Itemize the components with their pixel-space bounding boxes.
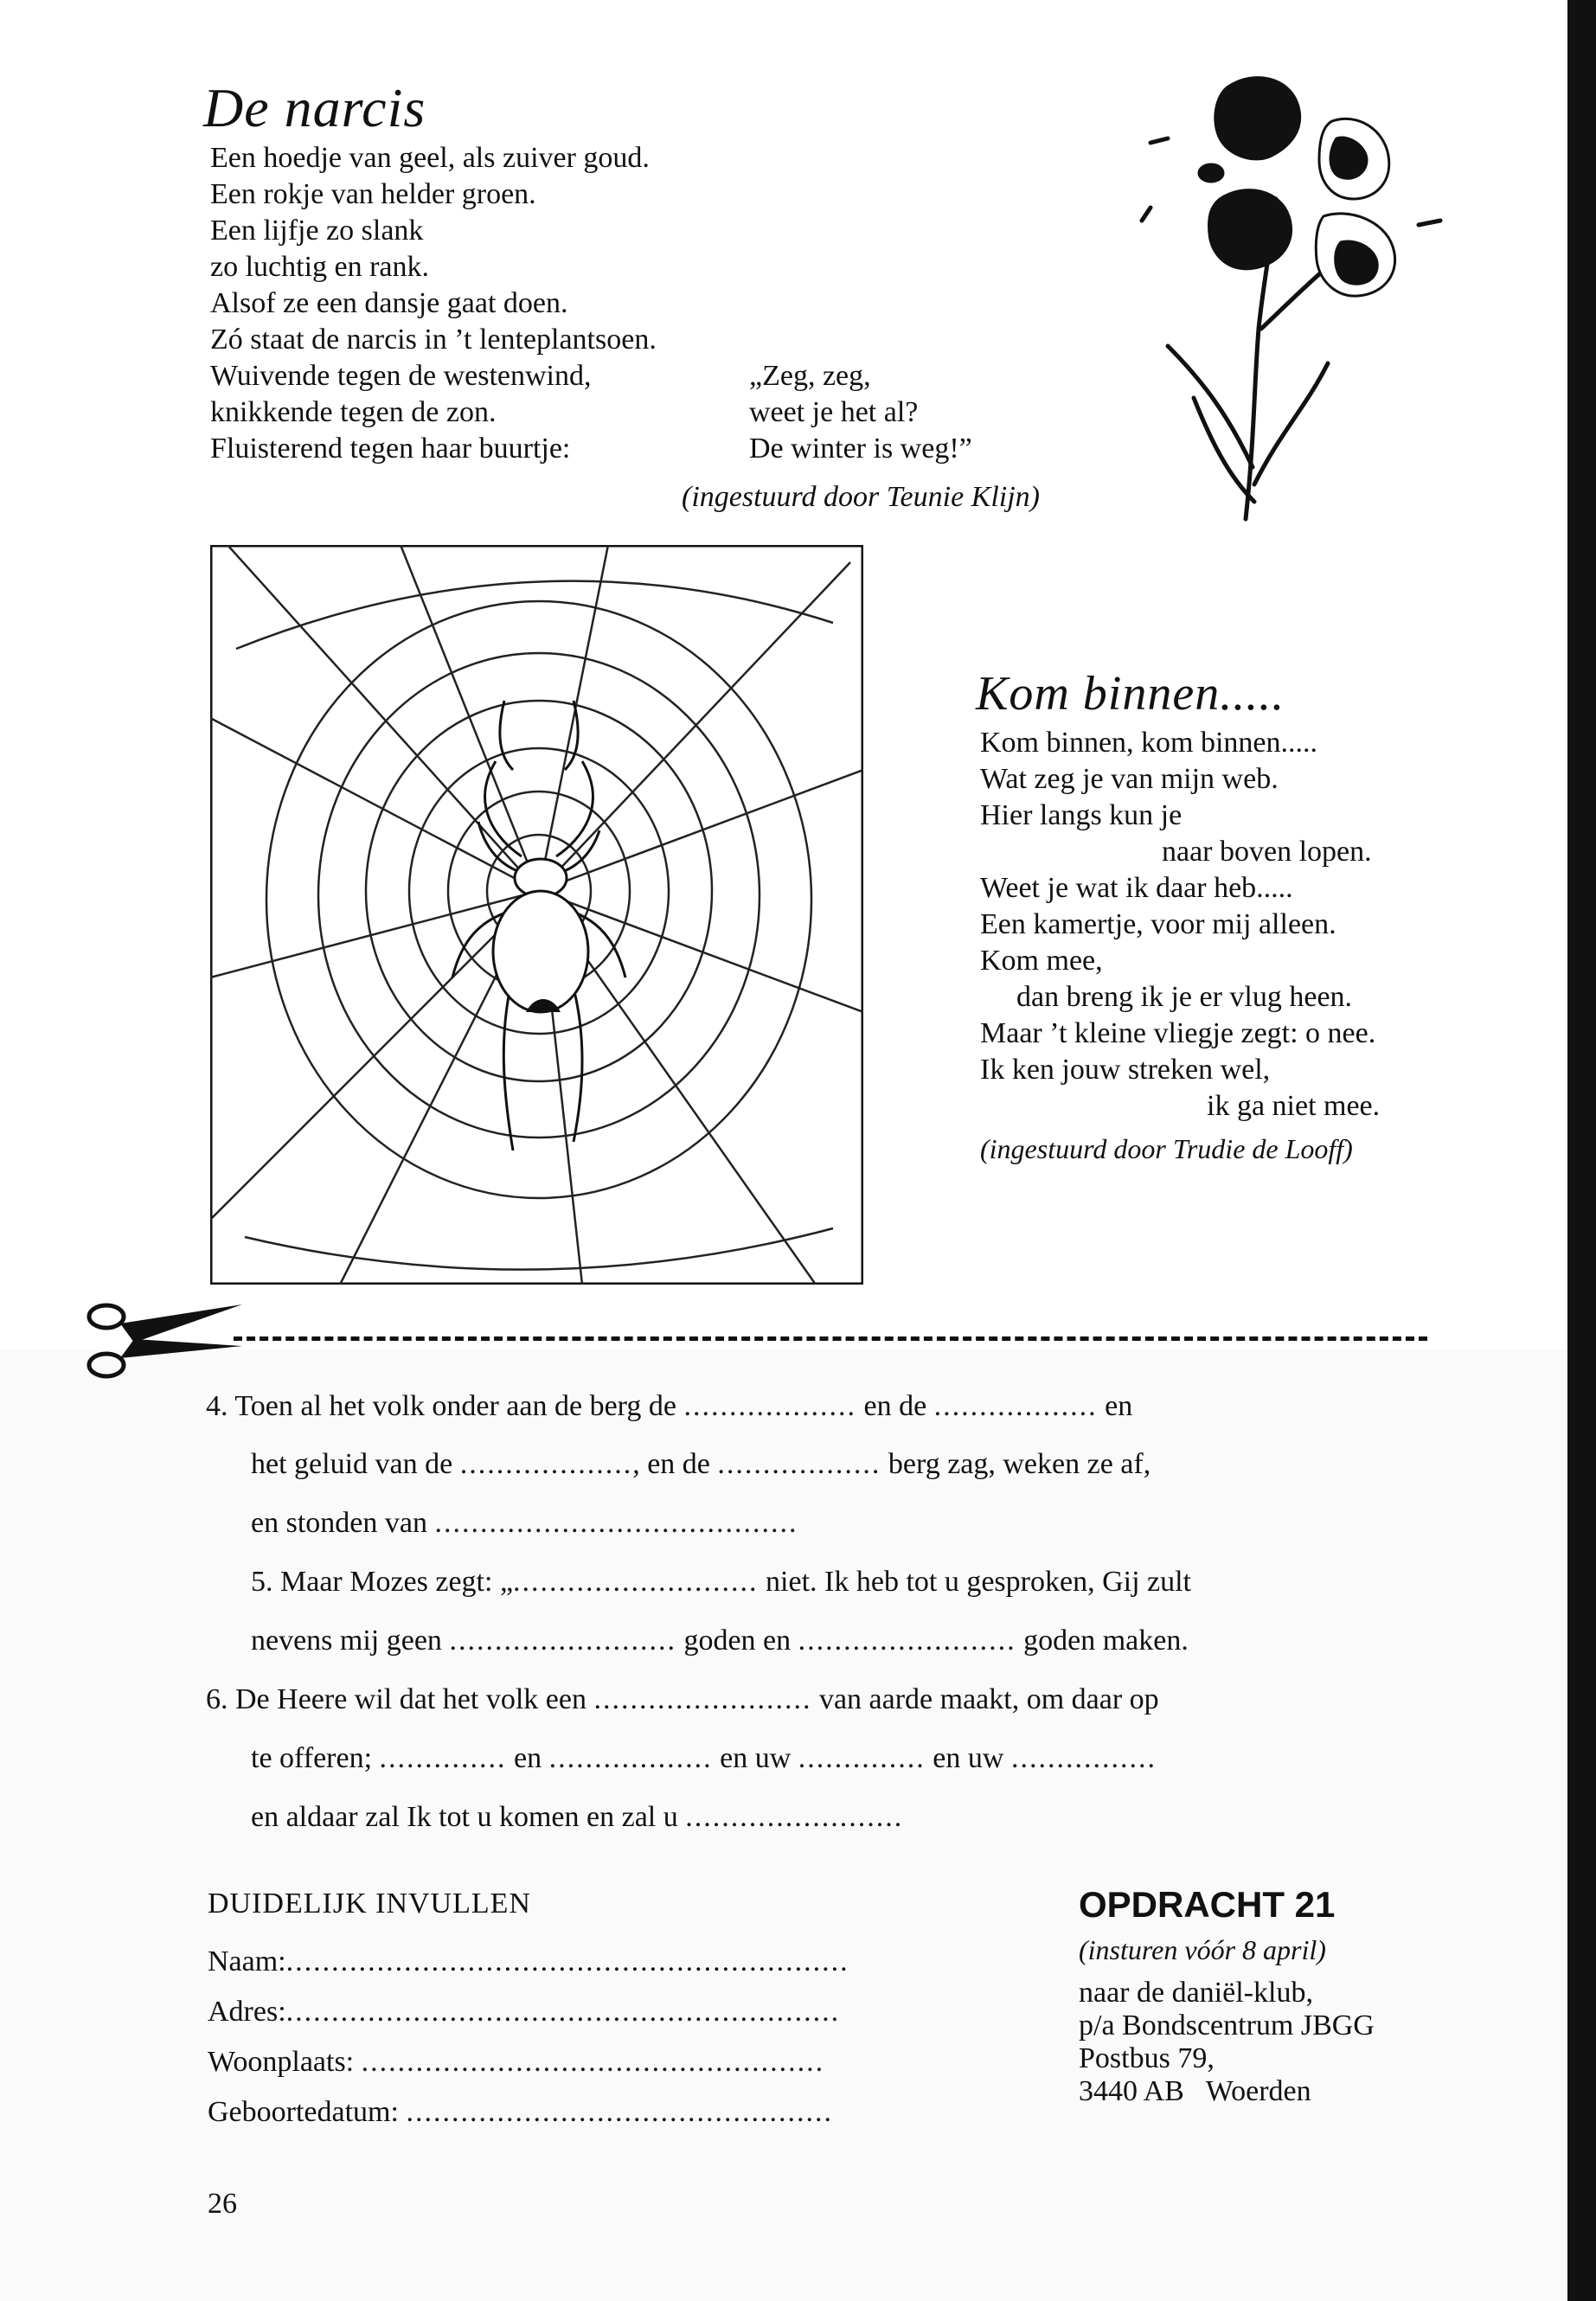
poem1-line: Alsof ze een dansje gaat doen. bbox=[210, 287, 568, 319]
assignment-deadline: (insturen vóór 8 april) bbox=[1079, 1934, 1326, 1965]
poem1-line: Een lijfje zo slank bbox=[210, 215, 424, 247]
blank[interactable]: .................. bbox=[717, 1448, 881, 1480]
address-line: Postbus 79, bbox=[1079, 2042, 1215, 2074]
blank[interactable]: .................. bbox=[548, 1742, 713, 1774]
name-input[interactable]: .............................................................. bbox=[285, 1945, 849, 1977]
blank[interactable]: ........................................ bbox=[434, 1507, 798, 1539]
question-6-line-1: 6. De Heere wil dat het volk een ........................ van aarde maakt, om daar op bbox=[206, 1683, 1159, 1715]
blank[interactable]: .............. bbox=[379, 1742, 507, 1774]
poem2-line: Maar ’t kleine vliegje zegt: o nee. bbox=[980, 1017, 1376, 1049]
poem2-line: Ik ken jouw streken wel, bbox=[980, 1054, 1271, 1086]
poem1-body bbox=[210, 140, 657, 467]
page-edge-shadow bbox=[1567, 0, 1596, 2301]
poem1-quote-line: De winter is weg!” bbox=[749, 433, 972, 465]
question-4-line-1: 4. Toen al het volk onder aan de berg de ................... en de .................. en bbox=[206, 1390, 1133, 1422]
question-number: 6. bbox=[206, 1683, 228, 1715]
address-label: Adres: bbox=[208, 1996, 286, 2028]
city-input[interactable]: ................................................... bbox=[361, 2046, 825, 2078]
blank[interactable]: ................ bbox=[1010, 1742, 1157, 1774]
question-6-line-3: en aldaar zal Ik tot u komen en zal u ........................ bbox=[251, 1801, 904, 1833]
city-label: Woonplaats: bbox=[208, 2046, 355, 2078]
blank[interactable]: ........................ bbox=[593, 1683, 812, 1715]
poem2-line: dan breng ik je er vlug heen. bbox=[1016, 981, 1353, 1013]
poem1-line: Fluisterend tegen haar buurtje: bbox=[210, 433, 571, 465]
birthdate-input[interactable]: ............................................... bbox=[406, 2096, 833, 2128]
poem1-quote-line: weet je het al? bbox=[749, 396, 919, 428]
spider-web-drawing bbox=[210, 545, 863, 1285]
address-line: p/a Bondscentrum JBGG bbox=[1079, 2009, 1375, 2041]
address-line: naar de daniël-klub, bbox=[1079, 1977, 1313, 2009]
poem2-credit: (ingestuurd door Trudie de Looff) bbox=[980, 1133, 1353, 1164]
cut-line bbox=[234, 1336, 1427, 1341]
question-number: 4. bbox=[206, 1390, 228, 1422]
scissors-icon bbox=[82, 1298, 247, 1384]
poem1-line: knikkende tegen de zon. bbox=[210, 396, 497, 428]
question-4-line-2: het geluid van de ..................., en de .................. berg zag, weken ze af, bbox=[251, 1448, 1151, 1480]
blank[interactable]: ........................ bbox=[798, 1625, 1016, 1657]
poem1-title: De narcis bbox=[203, 77, 426, 138]
city-field bbox=[208, 2044, 824, 2080]
blank[interactable]: ................... bbox=[683, 1390, 856, 1422]
poem1-line: zo luchtig en rank. bbox=[210, 251, 430, 283]
poem2-line: ik ga niet mee. bbox=[1207, 1090, 1381, 1122]
poem2-line: Wat zeg je van mijn web. bbox=[980, 763, 1279, 795]
blank[interactable]: ........................ bbox=[685, 1801, 904, 1833]
address-input[interactable]: ............................................................. bbox=[285, 1996, 841, 2028]
page-number: 26 bbox=[208, 2188, 237, 2220]
question-6-line-2: te offeren; .............. en .................. en uw .............. en uw ................ bbox=[251, 1742, 1157, 1774]
address-line: 3440 AB Woerden bbox=[1079, 2075, 1311, 2107]
birthdate-label: Geboortedatum: bbox=[208, 2096, 399, 2128]
question-5-line-2: nevens mij geen ......................... goden en ........................ goden maken. bbox=[251, 1625, 1189, 1657]
poem1-line: Zó staat de narcis in ’t lenteplantsoen. bbox=[210, 324, 657, 356]
assignment-title: OPDRACHT 21 bbox=[1079, 1884, 1336, 1925]
poem2-line: Kom mee, bbox=[980, 945, 1103, 977]
poem2-line: naar boven lopen. bbox=[1162, 836, 1372, 868]
name-field bbox=[208, 1944, 849, 1980]
blank[interactable]: ......................... bbox=[449, 1625, 676, 1657]
poem1-quote-line: „Zeg, zeg, bbox=[749, 360, 871, 392]
birthdate-field bbox=[208, 2094, 833, 2131]
blank[interactable]: ........................... bbox=[513, 1566, 759, 1598]
blank[interactable]: .............. bbox=[798, 1742, 926, 1774]
poem2-body bbox=[980, 725, 1413, 1125]
question-4-line-3: en stonden van ........................................ bbox=[251, 1507, 798, 1539]
narcissus-drawing bbox=[1133, 69, 1453, 536]
poem2-line: Hier langs kun je bbox=[980, 799, 1183, 831]
poem1-line: Een rokje van helder groen. bbox=[210, 178, 536, 210]
assignment-address bbox=[1079, 1977, 1375, 2108]
blank[interactable]: .................. bbox=[933, 1390, 1098, 1422]
poem1-line: Wuivende tegen de westenwind, bbox=[210, 360, 592, 392]
form-heading: DUIDELIJK INVULLEN bbox=[208, 1888, 531, 1920]
poem2-line: Weet je wat ik daar heb..... bbox=[980, 872, 1293, 904]
poem1-credit: (ingestuurd door Teunie Klijn) bbox=[682, 481, 1040, 513]
name-label: Naam: bbox=[208, 1945, 286, 1977]
poem1-line: Een hoedje van geel, als zuiver goud. bbox=[210, 142, 650, 174]
question-number: 5. bbox=[251, 1566, 273, 1598]
poem2-title: Kom binnen..... bbox=[976, 667, 1285, 721]
blank[interactable]: ................... bbox=[459, 1448, 633, 1480]
poem2-line: Een kamertje, voor mij alleen. bbox=[980, 908, 1336, 940]
poem2-line: Kom binnen, kom binnen..... bbox=[980, 727, 1318, 759]
poem1-quote bbox=[749, 358, 972, 467]
address-field bbox=[208, 1994, 840, 2030]
question-5-line-1: 5. Maar Mozes zegt: „........................... niet. Ik heb tot u gesproken, Gij zult bbox=[251, 1566, 1192, 1598]
